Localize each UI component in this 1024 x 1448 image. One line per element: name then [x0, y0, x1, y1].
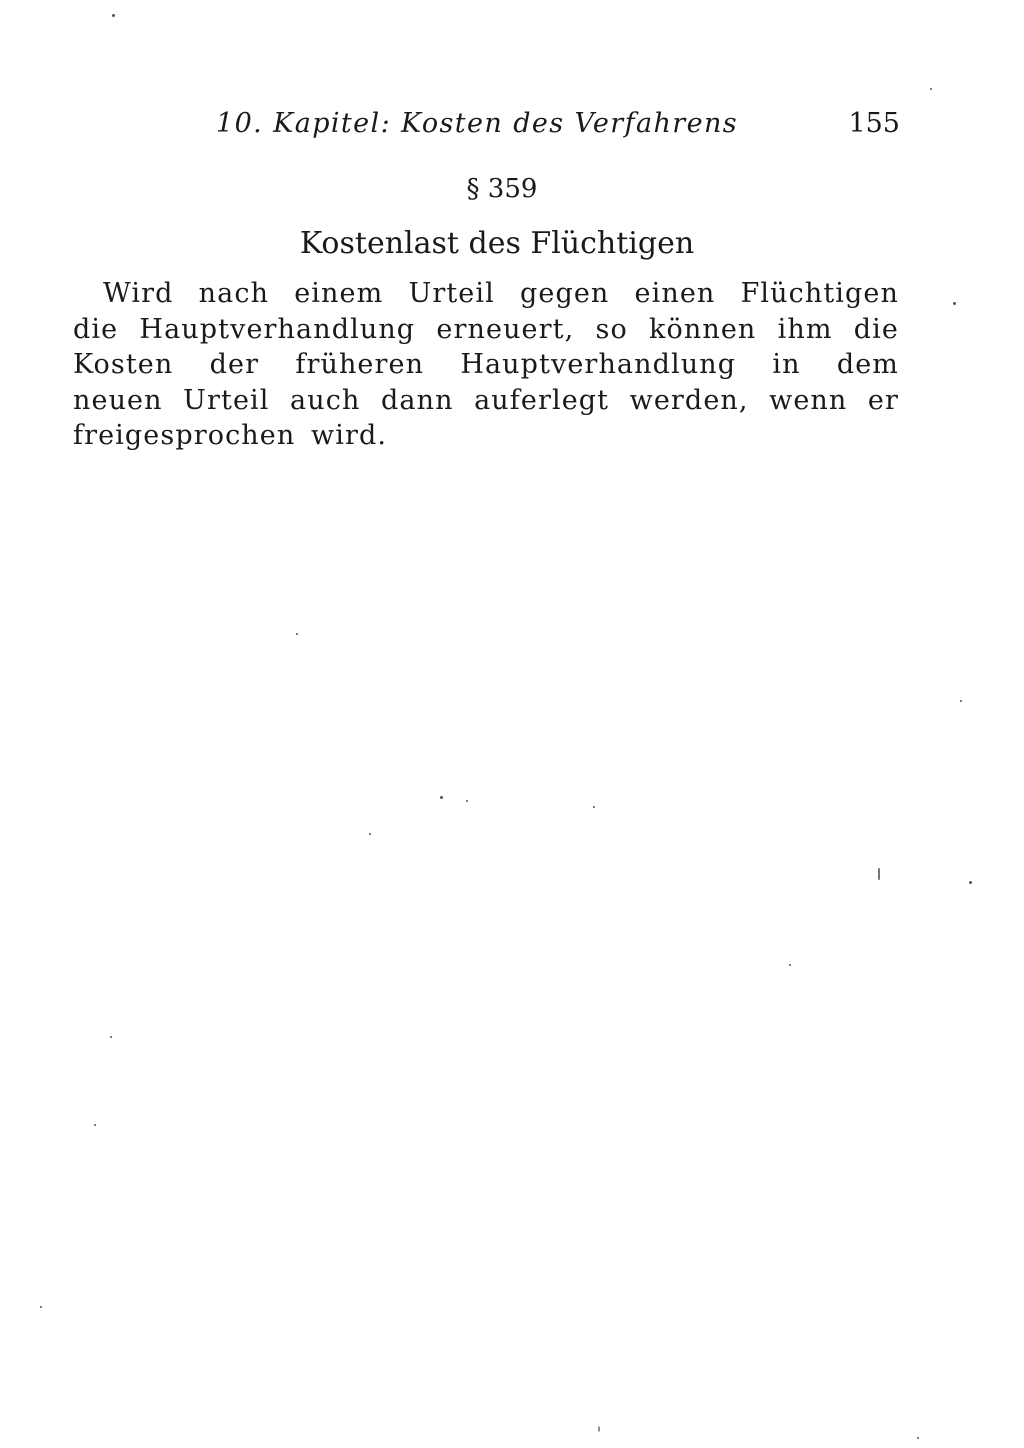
speck	[296, 633, 298, 635]
speck	[593, 806, 595, 808]
chapter-title: 10. Kapitel: Kosten des Verfahrens	[216, 108, 739, 139]
section-number	[0, 174, 1024, 204]
speck	[94, 1124, 96, 1126]
speck	[969, 881, 972, 884]
speck	[110, 1036, 112, 1038]
speck	[112, 14, 115, 17]
speck	[369, 833, 371, 835]
section-heading-text: Kostenlast des Flüchtigen	[299, 226, 695, 261]
section-body: Wird nach einem Urteil gegen einen Flüchtigen die Hauptverhandlung erneuert, so können ihm die Kosten der früheren Hauptverhandlung in dem neuen Urteil auch dann auferlegt werden, wenn er freigesprochen wird.	[73, 278, 899, 451]
speck	[960, 700, 962, 702]
speck	[930, 88, 932, 90]
speck	[917, 1437, 919, 1439]
speck	[878, 868, 880, 880]
speck	[440, 796, 443, 799]
page-number: 155	[848, 108, 900, 139]
speck	[40, 1306, 42, 1308]
speck	[466, 800, 468, 802]
speck	[789, 964, 791, 966]
section-heading	[0, 226, 1024, 261]
speck	[598, 1426, 600, 1432]
speck	[953, 302, 956, 305]
running-head	[216, 108, 900, 148]
section-number-text: § 359	[466, 174, 538, 204]
